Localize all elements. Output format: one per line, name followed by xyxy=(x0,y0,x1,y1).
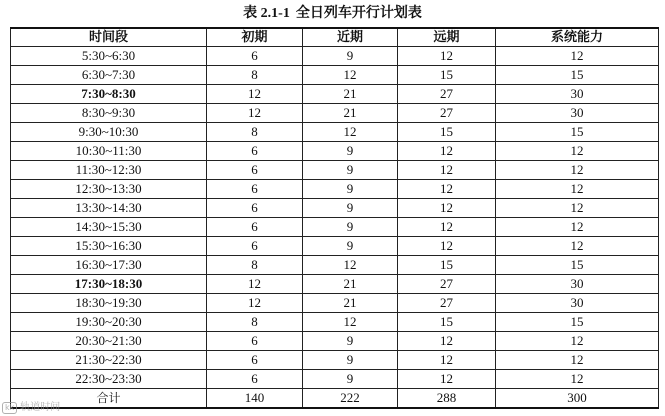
total-label: 合计 xyxy=(11,389,207,409)
cell-system-capacity: 12 xyxy=(496,180,659,199)
table-row xyxy=(11,104,659,123)
cell-system-capacity: 12 xyxy=(496,332,659,351)
cell-long-term: 27 xyxy=(398,85,496,104)
cell-system-capacity: 12 xyxy=(496,237,659,256)
cell-time-period: 11:30~12:30 xyxy=(11,161,207,180)
cell-initial: 8 xyxy=(207,123,303,142)
cell-near-term: 9 xyxy=(303,351,398,370)
cell-time-period: 13:30~14:30 xyxy=(11,199,207,218)
cell-initial: 6 xyxy=(207,370,303,389)
cell-near-term: 9 xyxy=(303,47,398,66)
cell-initial: 12 xyxy=(207,85,303,104)
watermark-logo-icon: kk xyxy=(2,402,17,414)
cell-system-capacity: 30 xyxy=(496,85,659,104)
cell-time-period: 8:30~9:30 xyxy=(11,104,207,123)
cell-initial: 6 xyxy=(207,180,303,199)
total-long-term: 288 xyxy=(398,389,496,409)
cell-initial: 8 xyxy=(207,256,303,275)
table-number: 表 2.1-1 xyxy=(243,6,290,21)
cell-near-term: 12 xyxy=(303,66,398,85)
cell-long-term: 12 xyxy=(398,370,496,389)
header-system-capacity: 系统能力 xyxy=(496,28,659,47)
table-row xyxy=(11,142,659,161)
table-row xyxy=(11,370,659,389)
cell-initial: 6 xyxy=(207,351,303,370)
table-row xyxy=(11,294,659,313)
total-initial: 140 xyxy=(207,389,303,409)
cell-time-period: 16:30~17:30 xyxy=(11,256,207,275)
cell-long-term: 12 xyxy=(398,199,496,218)
cell-near-term: 21 xyxy=(303,294,398,313)
cell-system-capacity: 30 xyxy=(496,294,659,313)
cell-system-capacity: 15 xyxy=(496,123,659,142)
cell-long-term: 15 xyxy=(398,123,496,142)
table-row xyxy=(11,66,659,85)
cell-long-term: 12 xyxy=(398,237,496,256)
table-row xyxy=(11,180,659,199)
cell-near-term: 9 xyxy=(303,142,398,161)
cell-long-term: 12 xyxy=(398,161,496,180)
cell-system-capacity: 15 xyxy=(496,313,659,332)
cell-time-period: 19:30~20:30 xyxy=(11,313,207,332)
cell-system-capacity: 12 xyxy=(496,161,659,180)
header-initial: 初期 xyxy=(207,28,303,47)
cell-time-period: 7:30~8:30 xyxy=(11,85,207,104)
cell-time-period: 22:30~23:30 xyxy=(11,370,207,389)
cell-near-term: 21 xyxy=(303,104,398,123)
header-near-term: 近期 xyxy=(303,28,398,47)
table-row xyxy=(11,332,659,351)
cell-near-term: 9 xyxy=(303,180,398,199)
cell-system-capacity: 15 xyxy=(496,66,659,85)
cell-long-term: 27 xyxy=(398,104,496,123)
cell-time-period: 5:30~6:30 xyxy=(11,47,207,66)
cell-initial: 6 xyxy=(207,237,303,256)
cell-initial: 8 xyxy=(207,313,303,332)
total-row xyxy=(11,389,659,409)
cell-initial: 6 xyxy=(207,161,303,180)
cell-time-period: 10:30~11:30 xyxy=(11,142,207,161)
cell-time-period: 20:30~21:30 xyxy=(11,332,207,351)
cell-initial: 12 xyxy=(207,294,303,313)
cell-long-term: 15 xyxy=(398,256,496,275)
table-row xyxy=(11,275,659,294)
cell-near-term: 9 xyxy=(303,199,398,218)
cell-long-term: 27 xyxy=(398,275,496,294)
cell-time-period: 18:30~19:30 xyxy=(11,294,207,313)
cell-system-capacity: 30 xyxy=(496,104,659,123)
cell-initial: 6 xyxy=(207,332,303,351)
cell-near-term: 9 xyxy=(303,237,398,256)
cell-time-period: 14:30~15:30 xyxy=(11,218,207,237)
cell-near-term: 9 xyxy=(303,218,398,237)
cell-long-term: 15 xyxy=(398,66,496,85)
table-row xyxy=(11,218,659,237)
table-row xyxy=(11,256,659,275)
table-row xyxy=(11,351,659,370)
train-schedule-table xyxy=(10,27,659,409)
cell-time-period: 9:30~10:30 xyxy=(11,123,207,142)
cell-near-term: 21 xyxy=(303,275,398,294)
cell-time-period: 12:30~13:30 xyxy=(11,180,207,199)
cell-near-term: 9 xyxy=(303,161,398,180)
total-capacity: 300 xyxy=(496,389,659,409)
header-time-period: 时间段 xyxy=(11,28,207,47)
cell-system-capacity: 12 xyxy=(496,199,659,218)
table-row xyxy=(11,237,659,256)
cell-near-term: 12 xyxy=(303,256,398,275)
table-title: 全日列车开行计划表 xyxy=(295,5,422,21)
cell-time-period: 21:30~22:30 xyxy=(11,351,207,370)
cell-initial: 6 xyxy=(207,142,303,161)
cell-near-term: 9 xyxy=(303,332,398,351)
table-row xyxy=(11,47,659,66)
cell-initial: 6 xyxy=(207,218,303,237)
cell-near-term: 12 xyxy=(303,123,398,142)
cell-near-term: 9 xyxy=(303,370,398,389)
watermark-text: 轨道时间 xyxy=(20,402,61,413)
watermark xyxy=(2,398,60,414)
cell-long-term: 12 xyxy=(398,142,496,161)
cell-system-capacity: 12 xyxy=(496,351,659,370)
total-near-term: 222 xyxy=(303,389,398,409)
cell-long-term: 12 xyxy=(398,180,496,199)
cell-long-term: 12 xyxy=(398,332,496,351)
cell-system-capacity: 12 xyxy=(496,142,659,161)
cell-initial: 12 xyxy=(207,104,303,123)
header-long-term: 远期 xyxy=(398,28,496,47)
cell-long-term: 12 xyxy=(398,47,496,66)
cell-system-capacity: 12 xyxy=(496,370,659,389)
cell-time-period: 6:30~7:30 xyxy=(11,66,207,85)
cell-initial: 8 xyxy=(207,66,303,85)
table-row xyxy=(11,123,659,142)
table-row xyxy=(11,199,659,218)
cell-initial: 12 xyxy=(207,275,303,294)
cell-near-term: 12 xyxy=(303,313,398,332)
header-row xyxy=(11,28,659,47)
cell-long-term: 27 xyxy=(398,294,496,313)
cell-long-term: 12 xyxy=(398,218,496,237)
table-caption xyxy=(0,2,665,24)
cell-time-period: 17:30~18:30 xyxy=(11,275,207,294)
cell-long-term: 12 xyxy=(398,351,496,370)
cell-initial: 6 xyxy=(207,199,303,218)
cell-system-capacity: 15 xyxy=(496,256,659,275)
cell-time-period: 15:30~16:30 xyxy=(11,237,207,256)
cell-long-term: 15 xyxy=(398,313,496,332)
cell-system-capacity: 30 xyxy=(496,275,659,294)
table-row xyxy=(11,85,659,104)
table-row xyxy=(11,161,659,180)
cell-system-capacity: 12 xyxy=(496,47,659,66)
cell-initial: 6 xyxy=(207,47,303,66)
cell-near-term: 21 xyxy=(303,85,398,104)
table-row xyxy=(11,313,659,332)
cell-system-capacity: 12 xyxy=(496,218,659,237)
